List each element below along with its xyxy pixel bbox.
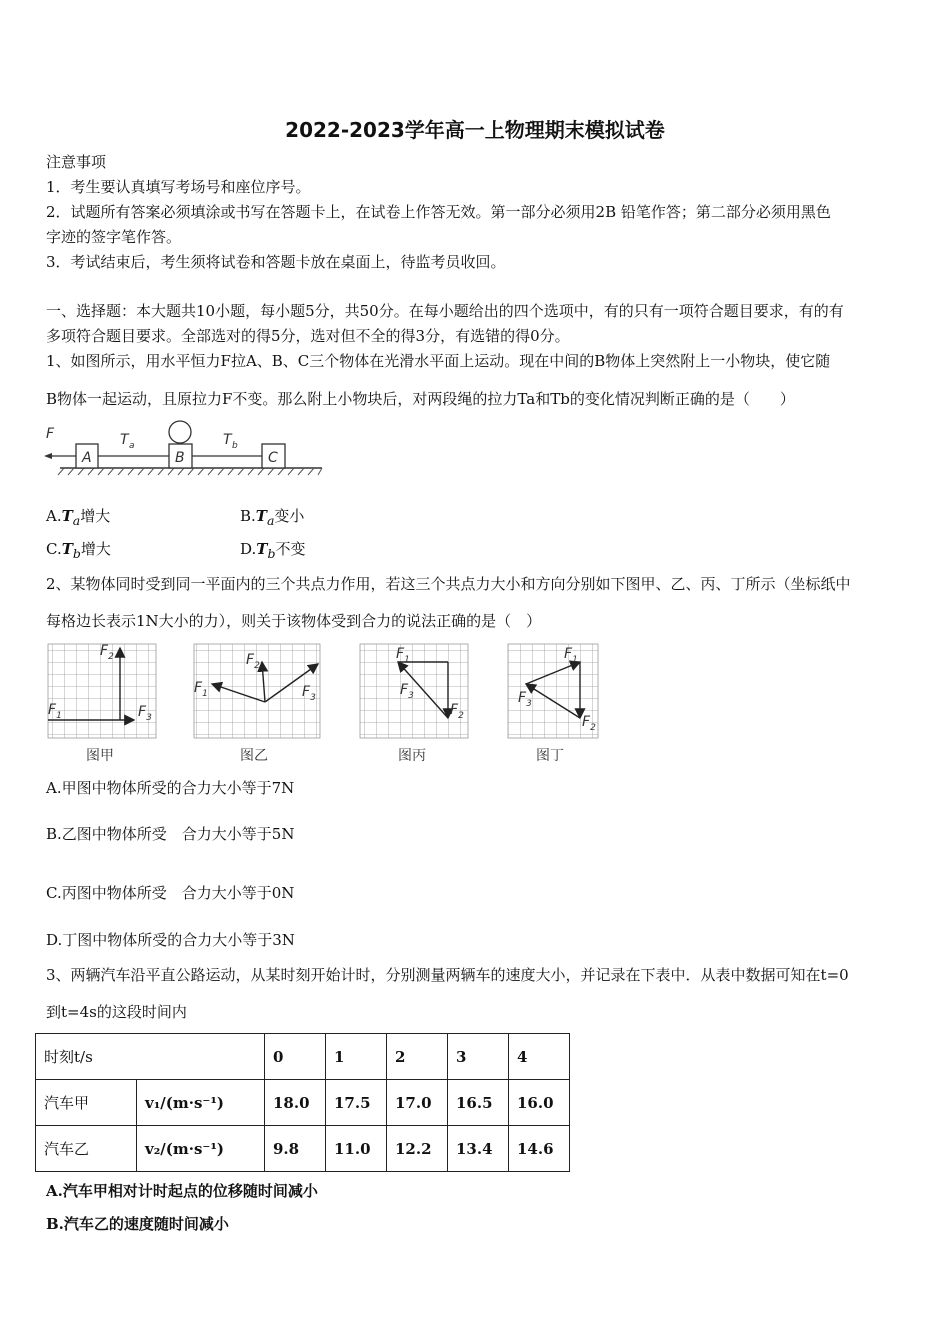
table-cell: 16.0 [509, 1080, 570, 1126]
q2-option-d[interactable]: D.丁图中物体所受的合力大小等于3N [46, 931, 295, 949]
table-cell: v₁/(m·s⁻¹) [137, 1080, 265, 1126]
svg-text:F1: $F_1$ [194, 680, 208, 699]
option-symbol: T [256, 540, 268, 558]
q2-option-a[interactable]: A.甲图中物体所受的合力大小等于7N [46, 779, 295, 797]
svg-text:F3: $F_3$ [302, 684, 316, 703]
q1-option-c[interactable] [46, 538, 111, 565]
table-cell: 1 [326, 1034, 387, 1080]
section-intro: 多项符合题目要求。全部选对的得5分，选对但不全的得3分，有选错的得0分。 [46, 327, 570, 345]
q3-option-a[interactable]: A.汽车甲相对计时起点的位移随时间减小 [46, 1182, 318, 1200]
option-symbol: T [255, 507, 267, 525]
svg-text:F3: $F_3$ [138, 704, 152, 723]
block-a-label: A [82, 450, 92, 466]
notice-item: 字迹的签字笔作答。 [46, 228, 182, 246]
svg-text:F2: $F_2$ [450, 702, 464, 721]
option-symbol: T [61, 540, 73, 558]
small-block [169, 421, 191, 443]
question-1-text: 1、如图所示，用水平恒力F拉A、B、C三个物体在光滑水平面上运动。现在中间的B物体上突然附上一小物块，使它随 [46, 352, 831, 370]
figure-jia [48, 643, 156, 764]
figure-ding [508, 644, 598, 764]
block-b-label: B [175, 450, 185, 466]
block-c-label: C [268, 450, 278, 466]
q3-option-b[interactable]: B.汽车乙的速度随时间减小 [46, 1215, 229, 1233]
option-text: 变小 [274, 507, 305, 525]
question-3-text: 到t=4s的这段时间内 [46, 1003, 187, 1021]
figure-label: 图甲 [86, 748, 114, 764]
table-cell: 14.6 [509, 1126, 570, 1172]
q1-figure [40, 418, 330, 480]
section-intro: 一、选择题：本大题共10小题，每小题5分，共50分。在每小题给出的四个选项中，有的只有一项符合题目要求，有的有 [46, 302, 844, 320]
q1-option-b[interactable] [240, 505, 304, 532]
notice-item: 3．考试结束后，考生须将试卷和答题卡放在桌面上，待监考员收回。 [46, 253, 506, 271]
figure-bing [360, 644, 468, 764]
figure-label: 图乙 [240, 748, 268, 764]
page-title: 2022-2023学年高一上物理期末模拟试卷 [285, 118, 665, 142]
tb-subscript: b [232, 441, 238, 451]
q1-option-d[interactable] [240, 538, 305, 565]
option-subscript: b [267, 546, 276, 561]
table-cell: 17.5 [326, 1080, 387, 1126]
force-arrowhead [44, 453, 52, 459]
speed-table [35, 1033, 570, 1172]
table-cell: 3 [448, 1034, 509, 1080]
svg-text:F2: $F_2$ [582, 714, 596, 733]
svg-text:F3: $F_3$ [518, 690, 532, 709]
table-cell: 0 [265, 1034, 326, 1080]
ta-label: T [120, 432, 129, 448]
table-cell: 16.5 [448, 1080, 509, 1126]
table-cell: 12.2 [387, 1126, 448, 1172]
figure-label: 图丙 [398, 748, 426, 764]
option-text: 增大 [80, 540, 111, 558]
question-1-text: B物体一起运动，且原拉力F不变。那么附上小物块后，对两段绳的拉力Ta和Tb的变化情况判断正确的是（ ） [46, 390, 795, 408]
option-letter: A. [46, 507, 62, 525]
q2-figures [40, 638, 610, 768]
q1-option-a[interactable] [46, 505, 110, 532]
table-cell: 13.4 [448, 1126, 509, 1172]
svg-text:F2: $F_2$ [100, 643, 114, 662]
option-text: 增大 [80, 507, 111, 525]
q2-option-b[interactable]: B.乙图中物体所受 合力大小等于5N [46, 825, 295, 843]
option-letter: D. [240, 540, 257, 558]
table-cell: 4 [509, 1034, 570, 1080]
option-subscript: a [72, 513, 81, 528]
table-cell: v₂/(m·s⁻¹) [137, 1126, 265, 1172]
figure-label: 图丁 [536, 748, 564, 764]
option-subscript: a [266, 513, 275, 528]
table-cell: 18.0 [265, 1080, 326, 1126]
table-row [36, 1126, 570, 1172]
table-cell: 11.0 [326, 1126, 387, 1172]
option-letter: C. [46, 540, 62, 558]
svg-text:F1: $F_1$ [396, 646, 410, 665]
table-row [36, 1080, 570, 1126]
svg-text:F2: $F_2$ [246, 652, 260, 671]
ta-subscript: a [129, 441, 135, 451]
table-cell: 2 [387, 1034, 448, 1080]
question-2-text: 每格边长表示1N大小的力），则关于该物体受到合力的说法正确的是（ ） [46, 612, 542, 630]
table-cell: 汽车甲 [36, 1080, 137, 1126]
svg-text:F1: $F_1$ [564, 646, 578, 665]
tb-label: T [223, 432, 232, 448]
table-cell: 汽车乙 [36, 1126, 137, 1172]
table-cell: 17.0 [387, 1080, 448, 1126]
q2-option-c[interactable]: C.丙图中物体所受 合力大小等于0N [46, 884, 295, 902]
force-label: F [46, 426, 55, 442]
option-symbol: T [61, 507, 73, 525]
figure-yi [194, 644, 320, 764]
table-cell: 9.8 [265, 1126, 326, 1172]
option-letter: B. [240, 507, 256, 525]
svg-text:F1: $F_1$ [48, 702, 62, 721]
ground [58, 468, 322, 475]
notice-item: 1．考生要认真填写考场号和座位序号。 [46, 178, 311, 196]
table-cell: 时刻t/s [36, 1034, 265, 1080]
table-row [36, 1034, 570, 1080]
option-text: 不变 [275, 540, 306, 558]
question-3-text: 3、两辆汽车沿平直公路运动，从某时刻开始计时，分别测量两辆车的速度大小，并记录在下表中．从表中数据可知在t=0 [46, 966, 849, 984]
svg-text:F3: $F_3$ [400, 682, 414, 701]
option-subscript: b [72, 546, 81, 561]
notice-heading: 注意事项 [46, 153, 107, 171]
notice-item: 2．试题所有答案必须填涂或书写在答题卡上，在试卷上作答无效。第一部分必须用2B 铅笔作答；第二部分必须用黑色 [46, 203, 831, 221]
question-2-text: 2、某物体同时受到同一平面内的三个共点力作用，若这三个共点力大小和方向分别如下图甲、乙、丙、丁所示（坐标纸中 [46, 575, 851, 593]
